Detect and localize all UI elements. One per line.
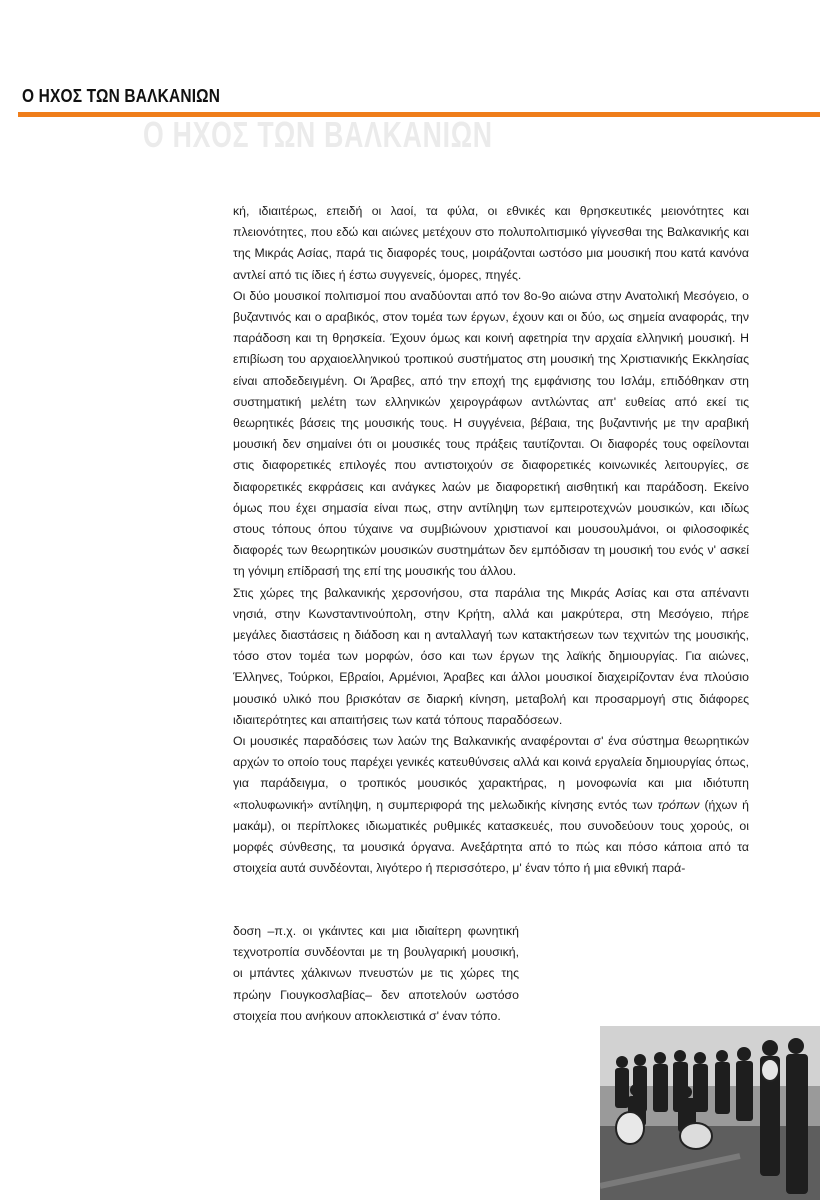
- page-title: Ο ΗΧΟΣ ΤΩΝ ΒΑΛΚΑΝΙΩΝ: [22, 86, 221, 106]
- article-body: [233, 201, 749, 880]
- paragraph-text: Οι μουσικές παραδόσεις των λαών της Βαλκανικής αναφέρονται σ' ένα σύστημα θεωρητικών αρχών το οποίο τους παρέχει γενικές κατευθύνσεις αλλά και κοινά εργαλεία δημιουργίας όπως, για παράδειγμα, ο τροπικός μουσικός χαρακτήρας, η μονοφωνία και μια ιδιότυπη «πολυφωνική» αντίληψη, η συμπεριφορά της μελωδικής κίνησης εντός των: [233, 734, 749, 812]
- article-body-tail: [233, 921, 519, 1027]
- italic-term: τρόπων: [657, 797, 700, 812]
- musicians-photo: [600, 1026, 820, 1200]
- musicians-photo-graphic: [600, 1026, 820, 1200]
- paragraph: Οι δύο μουσικοί πολιτισμοί που αναδύονται από τον 8ο-9ο αιώνα στην Ανατολική Μεσόγειο, ο βυζαντινός και ο αραβικός, στον τομέα των έργων, έχουν και οι δύο, ως σημεία αναφοράς, την παράδοση και τη θρησκεία. Έχουν όμως και κοινή αφετηρία την αρχαία ελληνική μουσική. Η επιβίωση του αρχαιοελληνικού τροπικού συστήματος στη μουσική της Χριστιανικής Εκκλησίας είναι αποδεδειγμένη. Οι Άραβες, από την εποχή της εμφάνισης του Ισλάμ, επιδόθηκαν στη συστηματική μελέτη των ελληνικών χειρογράφων αντλώντας απ' ευθείας από εκεί τις θεωρητικές βάσεις της μουσικής τους. Η συγγένεια, βέβαια, της βυζαντινής με την αραβική μουσική δεν σημαίνει ότι οι μουσικές τους πράξεις ταυτίζονται. Οι διαφορές τους οφείλονται στις διαφορετικές επιλογές που αντιστοιχούν σε διαφορετικές κοινωνικές λειτουργίες, σε διαφορετικές εκφράσεις και ανάγκες λαών με διαφορετική αισθητική και παράδοση. Εκείνο όμως που έχει σημασία είναι πως, στην αντίληψη των εμπειροτεχνών μουσικών, και ιδίως στους τόπους όπου τύχαινε να συμβιώνουν χριστιανοί και μουσουλμάνοι, οι φιλοσοφικές διαφορές των θεωρητικών μουσικών συστημάτων δεν εμπόδισαν τη μουσική του ενός ν' ασκεί τη γόνιμη επίδρασή της επί της μουσικής του άλλου.: [233, 288, 749, 579]
- paragraph: Στις χώρες της βαλκανικής χερσονήσου, στα παράλια της Μικράς Ασίας και στα απέναντι νησιά, στην Κωνσταντινούπολη, στην Κρήτη, αλλά και μακρύτερα, στη Μεσόγειο, πήρε μεγάλες διαστάσεις η διάδοση και η ανταλλαγή των κατακτήσεων των τεχνιτών της μουσικής, τόσο στον τομέα των μορφών, όσο και των έργων της λαϊκής δημιουργίας. Για αιώνες, Έλληνες, Τούρκοι, Εβραίοι, Αρμένιοι, Άραβες και άλλοι μουσικοί διαχειρίζονταν ένα πλούσιο μουσικό υλικό που βρισκόταν σε διαρκή κίνηση, μεταβολή και προσαρμογή στις διάφορες ιδιαιτερότητες και απαιτήσεις των κατά τόπους παραδόσεων.: [233, 585, 749, 727]
- title-watermark: Ο ΗΧΟΣ ΤΩΝ ΒΑΛΚΑΝΙΩΝ: [143, 114, 493, 155]
- paragraph-text: (ήχων ή μακάμ), οι περίπλοκες ιδιωματικές ρυθμικές κατασκευές, που συνοδεύουν τους χορούς, οι μορφές σύνθεσης, τα μουσικά όργανα. Ανεξάρτητα από το πώς και πόσο κάποια από τα στοιχεία αυτά συνδέονται, λιγότερο ή περισσότερο, μ' έναν τόπο ή μια εθνική παρά-: [233, 797, 749, 876]
- paragraph: κή, ιδιαιτέρως, επειδή οι λαοί, τα φύλα, οι εθνικές και θρησκευτικές μειονότητες και πλειονότητες, που εδώ και αιώνες μετέχουν στο πολυπολιτισμικό γίγνεσθαι της Βαλκανικής και της Μικράς Ασίας, παρά τις διαφορές τους, μοιράζονται ωστόσο μια μουσική που κατά κανόνα αντλεί από τις ίδιες ή έστω συγγενείς, όμορες, πηγές.: [233, 204, 749, 282]
- paragraph: δοση –π.χ. οι γκάιντες και μια ιδιαίτερη φωνητική τεχνοτροπία συνδέονται με τη βουλγαρική μουσική, οι μπάντες χάλκινων πνευστών με τις χώρες της πρώην Γιουγκοσλαβίας– δεν αποτελούν ωστόσο στοιχεία που ανήκουν αποκλειστικά σ' έναν τόπο.: [233, 924, 519, 1023]
- paragraph: [233, 731, 749, 879]
